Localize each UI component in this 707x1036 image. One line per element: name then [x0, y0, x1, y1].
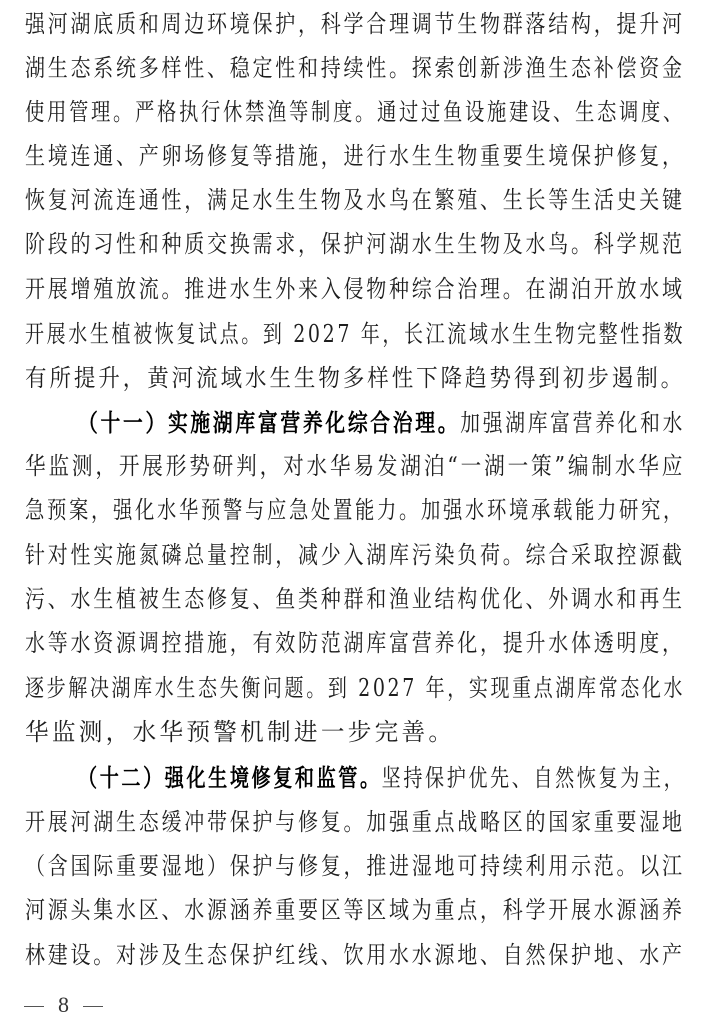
section-12-first-line [78, 763, 686, 793]
body-text-line: 水等水资源调控措施，有效防范湖库富营养化，提升水体透明度， [25, 629, 685, 657]
body-text-line: 开展增殖放流。推进水生外来入侵物种综合治理。在湖泊开放水域 [25, 275, 685, 303]
body-text-line: 污、水生植被生态修复、鱼类种群和渔业结构优化、外调水和再生 [25, 585, 685, 613]
section-12-lead-text: 坚持保护优先、自然恢复为主， [381, 764, 686, 792]
body-text-line: 华监测，开展形势研判，对水华易发湖泊“一湖一策”编制水华应 [25, 452, 686, 480]
body-text-line: 针对性实施氮磷总量控制，减少入湖库污染负荷。综合采取控源截 [25, 541, 685, 569]
body-text-line: 急预案，强化水华预警与应急处置能力。加强水环境承载能力研究， [25, 496, 685, 524]
body-text-line: 林建设。对涉及生态保护红线、饮用水水源地、自然保护地、水产 [25, 941, 685, 969]
left-dash [24, 1006, 44, 1007]
body-text-line: 有所提升，黄河流域水生生物多样性下降趋势得到初步遏制。 [25, 364, 686, 392]
body-text-line: 河源头集水区、水源涵养重要区等区域为重点，科学开展水源涵养 [25, 896, 685, 924]
body-text-line: 强河湖底质和周边环境保护，科学合理调节生物群落结构，提升河 [25, 10, 685, 38]
body-text-line: 湖生态系统多样性、稳定性和持续性。探索创新涉渔生态补偿资金 [25, 54, 685, 82]
body-text-line: 开展河湖生态缓冲带保护与修复。加强重点战略区的国家重要湿地 [25, 808, 685, 836]
section-12-heading: （十二）强化生境修复和监管。 [78, 763, 382, 792]
body-text-line: （含国际重要湿地）保护与修复，推进湿地可持续利用示范。以江 [25, 852, 685, 880]
body-text-line: 使用管理。严格执行休禁渔等制度。通过过鱼设施建设、生态调度、 [25, 98, 685, 126]
section-11-heading: （十一）实施湖库富营养化综合治理。 [78, 408, 461, 437]
body-text-line: 阶段的习性和种质交换需求，保护河湖水生生物及水鸟。科学规范 [25, 230, 685, 258]
right-dash [83, 1006, 103, 1007]
page-number-footer [24, 990, 103, 1020]
body-text-line: 开展水生植被恢复试点。到 2027 年，长江流域水生生物完整性指数 [25, 320, 686, 348]
body-text-line: 华监测，水华预警机制进一步完善。 [25, 718, 456, 746]
body-text-line: 生境连通、产卵场修复等措施，进行水生生物重要生境保护修复， [25, 142, 685, 170]
section-11-first-line [78, 408, 686, 438]
page-number: 8 [58, 992, 69, 1017]
body-text-line: 恢复河流连通性，满足水生生物及水鸟在繁殖、生长等生活史关键 [25, 186, 685, 214]
body-text-line: 逐步解决湖库水生态失衡问题。到 2027 年，实现重点湖库常态化水 [25, 674, 686, 702]
section-11-lead-text: 加强湖库富营养化和水 [460, 409, 686, 437]
